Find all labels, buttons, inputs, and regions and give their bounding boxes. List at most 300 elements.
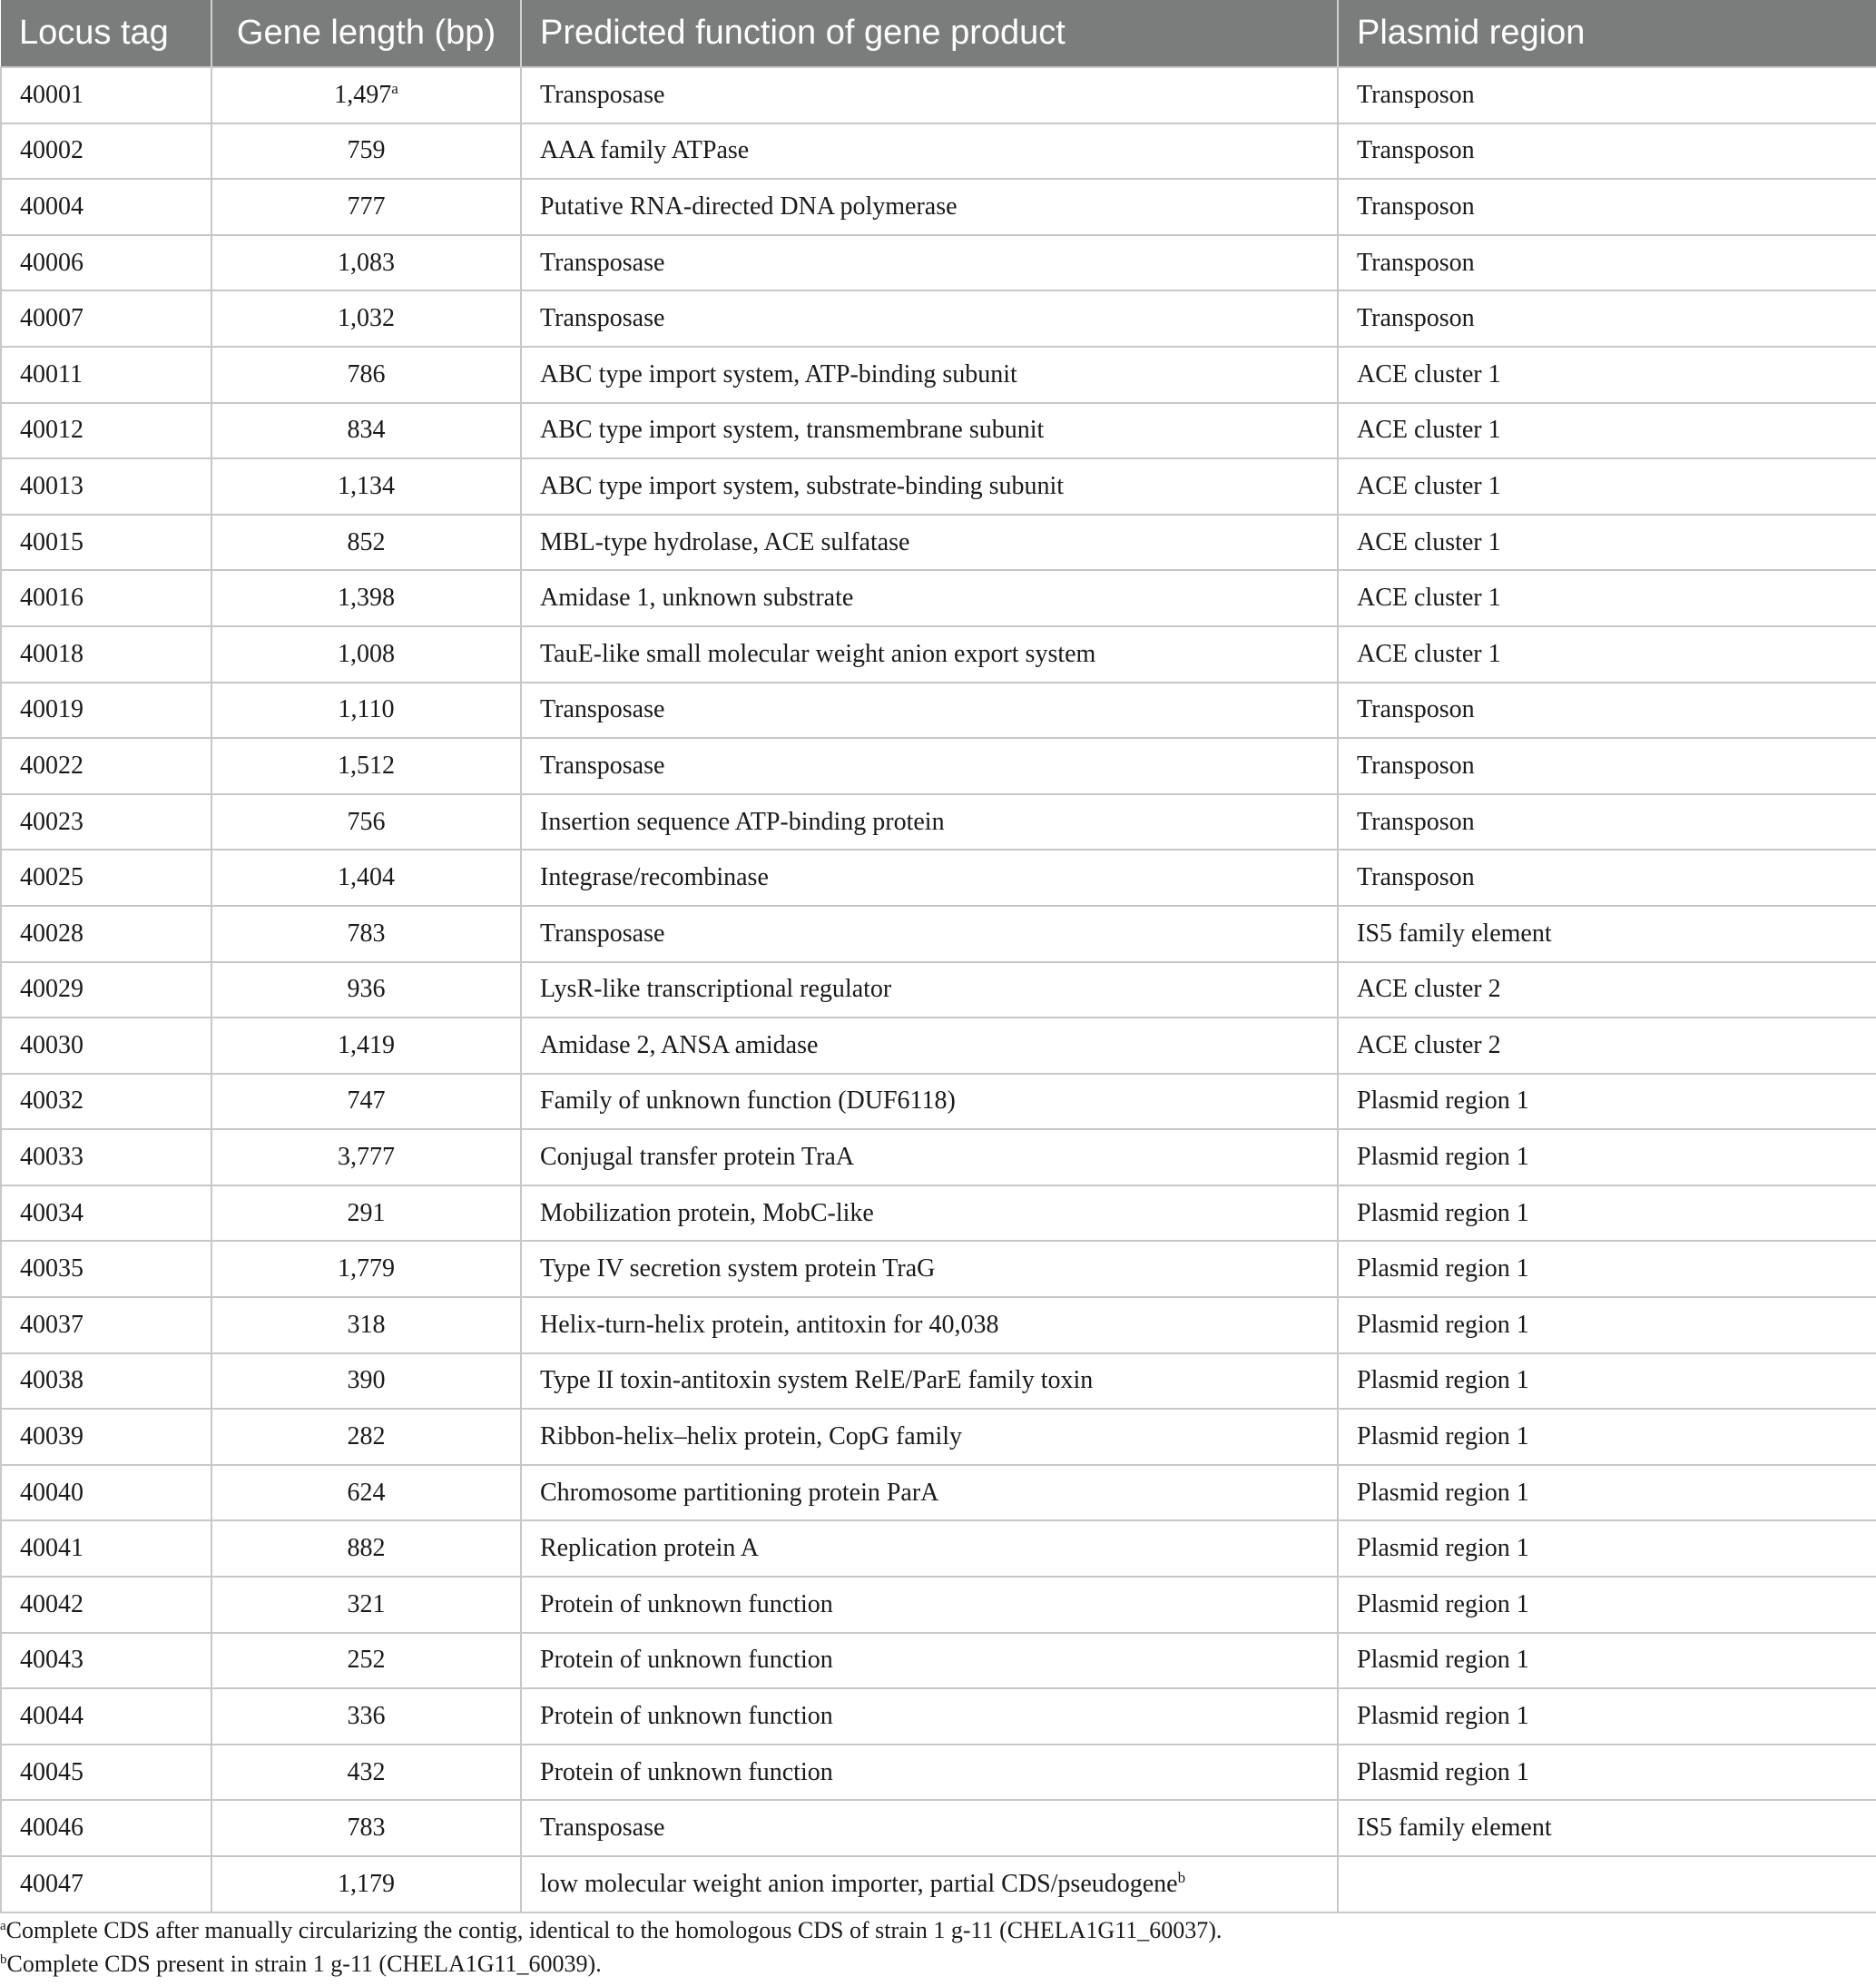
cell-plasmid-region (1338, 683, 1876, 739)
cell-locus-tag-text: 40047 (20, 1869, 83, 1898)
cell-plasmid-region-text: ACE cluster 1 (1357, 359, 1501, 388)
cell-locus-tag (1, 1800, 211, 1856)
cell-predicted-function-text: Transposase (540, 304, 665, 333)
cell-predicted-function-text: TauE-like small molecular weight anion export system (540, 639, 1096, 668)
cell-gene-length-text: 1,779 (338, 1254, 395, 1283)
table-body (1, 67, 1876, 1912)
cell-locus-tag (1, 1633, 211, 1689)
cell-locus-tag (1, 1856, 211, 1912)
cell-gene-length (211, 403, 521, 459)
cell-plasmid-region (1338, 1353, 1876, 1410)
cell-plasmid-region-text: Transposon (1357, 192, 1475, 221)
cell-plasmid-region-text: Transposon (1357, 136, 1475, 165)
cell-locus-tag-text: 40035 (20, 1254, 83, 1283)
cell-predicted-function (521, 1745, 1338, 1801)
cell-plasmid-region-text: Transposon (1357, 248, 1475, 277)
cell-predicted-function-text: Transposase (540, 248, 665, 277)
cell-plasmid-region-text: Transposon (1357, 751, 1475, 780)
cell-predicted-function (521, 123, 1338, 180)
cell-locus-tag-text: 40011 (20, 359, 83, 388)
cell-plasmid-region (1338, 123, 1876, 180)
cell-plasmid-region (1338, 347, 1876, 403)
cell-gene-length-text: 252 (347, 1646, 386, 1675)
cell-gene-length (211, 1409, 521, 1465)
cell-predicted-function (521, 1520, 1338, 1577)
cell-plasmid-region (1338, 67, 1876, 123)
cell-predicted-function (521, 1185, 1338, 1242)
cell-predicted-function (521, 683, 1338, 739)
cell-locus-tag (1, 1409, 211, 1465)
cell-gene-length-text: 1,497 (334, 80, 392, 109)
cell-locus-tag-text: 40016 (20, 584, 83, 613)
cell-plasmid-region (1338, 962, 1876, 1018)
cell-predicted-function (521, 347, 1338, 403)
cell-predicted-function (521, 1577, 1338, 1633)
cell-locus-tag (1, 123, 211, 180)
cell-locus-tag (1, 1577, 211, 1633)
cell-locus-tag (1, 1129, 211, 1185)
cell-plasmid-region (1338, 1577, 1876, 1633)
cell-predicted-function-text: Transposase (540, 695, 665, 724)
cell-plasmid-region-text: Plasmid region 1 (1357, 1366, 1529, 1395)
table-row (1, 1297, 1876, 1353)
cell-gene-length (211, 1241, 521, 1297)
cell-plasmid-region-text: ACE cluster 2 (1357, 975, 1501, 1004)
footnote-mark: a (0, 1919, 6, 1933)
cell-gene-length (211, 1018, 521, 1074)
cell-locus-tag-text: 40022 (20, 751, 83, 780)
table-header (1, 0, 1876, 67)
cell-locus-tag-text: 40032 (20, 1086, 83, 1116)
cell-gene-length-text: 318 (347, 1310, 386, 1339)
table-row (1, 458, 1876, 515)
cell-predicted-function (521, 1688, 1338, 1745)
cell-predicted-function-text: LysR-like transcriptional regulator (540, 975, 892, 1004)
cell-plasmid-region (1338, 1520, 1876, 1577)
cell-plasmid-region-text: Transposon (1357, 863, 1475, 892)
cell-locus-tag (1, 1465, 211, 1521)
cell-predicted-function (521, 1633, 1338, 1689)
cell-plasmid-region (1338, 1129, 1876, 1185)
cell-predicted-function-text: Replication protein A (540, 1534, 760, 1563)
cell-plasmid-region (1338, 1185, 1876, 1242)
cell-locus-tag (1, 626, 211, 683)
cell-plasmid-region (1338, 570, 1876, 626)
cell-locus-tag (1, 1297, 211, 1353)
cell-locus-tag-text: 40001 (20, 80, 83, 109)
cell-predicted-function-text: Conjugal transfer protein TraA (540, 1143, 855, 1172)
table-row (1, 1465, 1876, 1521)
cell-plasmid-region-text: Plasmid region 1 (1357, 1198, 1529, 1227)
cell-gene-length-text: 882 (347, 1534, 386, 1563)
cell-locus-tag (1, 515, 211, 571)
cell-locus-tag-text: 40042 (20, 1589, 83, 1618)
footnote-mark: b (0, 1952, 7, 1967)
cell-gene-length (211, 1297, 521, 1353)
cell-locus-tag (1, 906, 211, 962)
footnote-marker: b (1177, 1868, 1186, 1886)
table-row (1, 1633, 1876, 1689)
cell-predicted-function (521, 570, 1338, 626)
cell-plasmid-region-text: IS5 family element (1357, 919, 1552, 948)
cell-gene-length-text: 432 (347, 1757, 386, 1786)
cell-locus-tag (1, 1018, 211, 1074)
table-row (1, 1409, 1876, 1465)
cell-predicted-function-text: AAA family ATPase (540, 136, 750, 165)
cell-locus-tag-text: 40012 (20, 416, 83, 445)
cell-plasmid-region-text: Plasmid region 1 (1357, 1757, 1529, 1786)
cell-plasmid-region (1338, 1018, 1876, 1074)
cell-locus-tag-text: 40030 (20, 1030, 83, 1059)
cell-locus-tag-text: 40043 (20, 1646, 83, 1675)
header-predicted-function: Predicted function of gene product (521, 0, 1338, 67)
cell-locus-tag (1, 235, 211, 291)
cell-gene-length (211, 570, 521, 626)
cell-predicted-function (521, 458, 1338, 515)
cell-predicted-function (521, 67, 1338, 123)
table-row (1, 1745, 1876, 1801)
cell-plasmid-region-text: IS5 family element (1357, 1814, 1552, 1843)
cell-gene-length (211, 1520, 521, 1577)
cell-plasmid-region-text: Plasmid region 1 (1357, 1646, 1529, 1675)
cell-predicted-function-text: Putative RNA-directed DNA polymerase (540, 192, 958, 221)
cell-plasmid-region (1338, 290, 1876, 347)
cell-locus-tag-text: 40002 (20, 136, 83, 165)
cell-locus-tag-text: 40044 (20, 1702, 83, 1731)
cell-gene-length-text: 936 (347, 975, 386, 1004)
cell-locus-tag-text: 40041 (20, 1534, 83, 1563)
cell-locus-tag-text: 40023 (20, 807, 83, 836)
cell-locus-tag-text: 40045 (20, 1757, 83, 1786)
cell-gene-length (211, 1745, 521, 1801)
footnotes (0, 1913, 1222, 1981)
cell-locus-tag (1, 290, 211, 347)
cell-locus-tag (1, 179, 211, 235)
table-row (1, 962, 1876, 1018)
cell-gene-length-text: 1,008 (338, 639, 395, 668)
cell-predicted-function-text: Ribbon-helix–helix protein, CopG family (540, 1422, 963, 1451)
cell-predicted-function (521, 1241, 1338, 1297)
table-row (1, 347, 1876, 403)
cell-locus-tag (1, 962, 211, 1018)
cell-gene-length (211, 1074, 521, 1130)
cell-gene-length (211, 290, 521, 347)
cell-gene-length (211, 683, 521, 739)
table-row (1, 794, 1876, 850)
cell-plasmid-region-text: Plasmid region 1 (1357, 1422, 1529, 1451)
cell-predicted-function (521, 403, 1338, 459)
table-row (1, 1018, 1876, 1074)
cell-plasmid-region (1338, 1800, 1876, 1856)
cell-predicted-function (521, 1074, 1338, 1130)
cell-predicted-function (521, 626, 1338, 683)
cell-gene-length-text: 1,404 (338, 863, 395, 892)
cell-predicted-function-text: Transposase (540, 80, 665, 109)
cell-plasmid-region (1338, 1465, 1876, 1521)
cell-predicted-function-text: Family of unknown function (DUF6118) (540, 1086, 956, 1116)
cell-plasmid-region-text: Plasmid region 1 (1357, 1086, 1529, 1116)
table-row (1, 570, 1876, 626)
cell-predicted-function-text: Protein of unknown function (540, 1702, 833, 1731)
cell-gene-length-text: 1,419 (338, 1030, 395, 1059)
cell-gene-length (211, 347, 521, 403)
cell-plasmid-region-text: Transposon (1357, 695, 1475, 724)
cell-locus-tag (1, 683, 211, 739)
table-row (1, 235, 1876, 291)
cell-gene-length (211, 1856, 521, 1912)
cell-gene-length-text: 783 (347, 919, 386, 948)
footnote-marker: a (391, 79, 398, 97)
cell-gene-length (211, 1465, 521, 1521)
table-row (1, 683, 1876, 739)
cell-gene-length-text: 756 (347, 807, 386, 836)
cell-plasmid-region-text: Plasmid region 1 (1357, 1254, 1529, 1283)
cell-locus-tag-text: 40034 (20, 1198, 83, 1227)
cell-gene-length (211, 1577, 521, 1633)
cell-plasmid-region (1338, 179, 1876, 235)
cell-gene-length (211, 962, 521, 1018)
cell-plasmid-region-text: Transposon (1357, 80, 1475, 109)
cell-locus-tag (1, 1688, 211, 1745)
footnote-text: Complete CDS after manually circularizing the contig, identical to the homologous CDS of strain 1 g-11 (CHELA1G11_60037). (5, 1917, 1223, 1943)
cell-gene-length (211, 1633, 521, 1689)
cell-gene-length (211, 1688, 521, 1745)
cell-plasmid-region-text: ACE cluster 1 (1357, 584, 1501, 613)
cell-plasmid-region (1338, 1745, 1876, 1801)
cell-predicted-function (521, 235, 1338, 291)
cell-plasmid-region-text: ACE cluster 1 (1357, 471, 1501, 500)
table-row (1, 850, 1876, 906)
cell-gene-length (211, 1800, 521, 1856)
cell-locus-tag-text: 40013 (20, 471, 83, 500)
cell-predicted-function (521, 794, 1338, 850)
cell-gene-length (211, 515, 521, 571)
cell-locus-tag-text: 40033 (20, 1143, 83, 1172)
cell-locus-tag (1, 570, 211, 626)
cell-predicted-function (521, 906, 1338, 962)
cell-gene-length (211, 235, 521, 291)
cell-gene-length (211, 458, 521, 515)
table-row (1, 1074, 1876, 1130)
cell-locus-tag-text: 40018 (20, 639, 83, 668)
cell-predicted-function-text: Type IV secretion system protein TraG (540, 1254, 936, 1283)
cell-gene-length-text: 321 (347, 1589, 386, 1618)
cell-locus-tag-text: 40015 (20, 527, 83, 556)
cell-predicted-function (521, 1129, 1338, 1185)
cell-gene-length-text: 759 (347, 136, 386, 165)
cell-locus-tag-text: 40006 (20, 248, 83, 277)
cell-gene-length-text: 1,110 (338, 695, 395, 724)
header-plasmid-region: Plasmid region (1338, 0, 1876, 67)
cell-predicted-function (521, 179, 1338, 235)
cell-plasmid-region (1338, 794, 1876, 850)
cell-predicted-function-text: Insertion sequence ATP-binding protein (540, 807, 945, 836)
header-locus-tag: Locus tag (1, 0, 211, 67)
cell-predicted-function-text: ABC type import system, ATP-binding subunit (540, 359, 1017, 388)
cell-locus-tag (1, 1520, 211, 1577)
cell-locus-tag-text: 40038 (20, 1366, 83, 1395)
cell-locus-tag-text: 40007 (20, 304, 83, 333)
cell-plasmid-region-text: Plasmid region 1 (1357, 1589, 1529, 1618)
table-row (1, 1353, 1876, 1410)
cell-gene-length (211, 906, 521, 962)
cell-locus-tag (1, 1241, 211, 1297)
cell-predicted-function-text: ABC type import system, substrate-binding subunit (540, 471, 1065, 500)
cell-locus-tag (1, 1353, 211, 1410)
cell-predicted-function-text: Protein of unknown function (540, 1589, 833, 1618)
cell-gene-length-text: 282 (347, 1422, 386, 1451)
cell-locus-tag-text: 40004 (20, 192, 83, 221)
header-gene-length: Gene length (bp) (211, 0, 521, 67)
cell-predicted-function (521, 850, 1338, 906)
table-row (1, 1129, 1876, 1185)
cell-predicted-function-text: low molecular weight anion importer, partial CDS/pseudogene (540, 1869, 1178, 1898)
cell-plasmid-region (1338, 1856, 1876, 1912)
cell-gene-length (211, 1129, 521, 1185)
table-row (1, 403, 1876, 459)
cell-gene-length (211, 850, 521, 906)
cell-plasmid-region (1338, 1688, 1876, 1745)
cell-predicted-function-text: Integrase/recombinase (540, 863, 769, 892)
cell-gene-length-text: 1,512 (338, 751, 395, 780)
cell-gene-length (211, 179, 521, 235)
cell-locus-tag (1, 1074, 211, 1130)
cell-gene-length (211, 738, 521, 794)
cell-gene-length (211, 1185, 521, 1242)
cell-gene-length-text: 747 (347, 1086, 386, 1116)
cell-plasmid-region (1338, 906, 1876, 962)
table-row (1, 515, 1876, 571)
cell-predicted-function (521, 1409, 1338, 1465)
cell-predicted-function (521, 738, 1338, 794)
cell-predicted-function-text: Helix-turn-helix protein, antitoxin for 40,038 (540, 1310, 999, 1339)
cell-gene-length-text: 834 (347, 416, 386, 445)
cell-predicted-function-text: Protein of unknown function (540, 1757, 833, 1786)
cell-gene-length-text: 624 (347, 1478, 386, 1507)
footnote-line (0, 1947, 1222, 1981)
cell-predicted-function-text: Amidase 2, ANSA amidase (540, 1030, 819, 1059)
cell-gene-length-text: 336 (347, 1702, 386, 1731)
footnote-text: Complete CDS present in strain 1 g-11 (CHELA1G11_60039). (6, 1951, 602, 1977)
cell-predicted-function (521, 290, 1338, 347)
cell-plasmid-region (1338, 1297, 1876, 1353)
cell-gene-length-text: 1,134 (338, 471, 395, 500)
cell-gene-length (211, 123, 521, 180)
table-row (1, 67, 1876, 123)
cell-locus-tag-text: 40019 (20, 695, 83, 724)
cell-predicted-function (521, 1465, 1338, 1521)
cell-predicted-function (521, 1297, 1338, 1353)
cell-gene-length (211, 1353, 521, 1410)
cell-gene-length (211, 794, 521, 850)
cell-gene-length-text: 291 (347, 1198, 386, 1227)
cell-plasmid-region-text: Transposon (1357, 304, 1475, 333)
cell-locus-tag-text: 40037 (20, 1310, 83, 1339)
cell-locus-tag-text: 40046 (20, 1814, 83, 1843)
cell-locus-tag (1, 794, 211, 850)
cell-plasmid-region-text: ACE cluster 1 (1357, 527, 1501, 556)
cell-predicted-function-text: Type II toxin-antitoxin system RelE/ParE family toxin (540, 1366, 1094, 1395)
table-row (1, 626, 1876, 683)
table-row (1, 1577, 1876, 1633)
cell-predicted-function (521, 1800, 1338, 1856)
cell-gene-length-text: 786 (347, 359, 386, 388)
table-row (1, 1800, 1876, 1856)
cell-locus-tag (1, 738, 211, 794)
cell-plasmid-region-text: Plasmid region 1 (1357, 1310, 1529, 1339)
cell-gene-length-text: 1,083 (338, 248, 395, 277)
cell-locus-tag (1, 347, 211, 403)
cell-gene-length-text: 390 (347, 1366, 386, 1395)
cell-plasmid-region-text: Transposon (1357, 807, 1475, 836)
cell-gene-length-text: 1,179 (338, 1869, 395, 1898)
cell-gene-length-text: 777 (347, 192, 386, 221)
cell-locus-tag-text: 40040 (20, 1478, 83, 1507)
cell-plasmid-region-text: Plasmid region 1 (1357, 1143, 1529, 1172)
cell-locus-tag-text: 40028 (20, 919, 83, 948)
cell-predicted-function-text: Amidase 1, unknown substrate (540, 584, 854, 613)
cell-locus-tag-text: 40025 (20, 863, 83, 892)
cell-predicted-function (521, 515, 1338, 571)
cell-plasmid-region (1338, 626, 1876, 683)
footnote-line (0, 1913, 1222, 1947)
cell-predicted-function-text: Protein of unknown function (540, 1646, 833, 1675)
table-row (1, 1688, 1876, 1745)
cell-predicted-function (521, 962, 1338, 1018)
cell-predicted-function-text: ABC type import system, transmembrane subunit (540, 416, 1045, 445)
cell-plasmid-region (1338, 738, 1876, 794)
cell-locus-tag (1, 1185, 211, 1242)
cell-predicted-function-text: MBL-type hydrolase, ACE sulfatase (540, 527, 910, 556)
cell-plasmid-region-text: ACE cluster 1 (1357, 639, 1501, 668)
table-row (1, 738, 1876, 794)
cell-gene-length (211, 626, 521, 683)
cell-gene-length-text: 3,777 (338, 1143, 395, 1172)
cell-plasmid-region (1338, 403, 1876, 459)
cell-plasmid-region-text: ACE cluster 2 (1357, 1030, 1501, 1059)
cell-locus-tag (1, 850, 211, 906)
cell-plasmid-region (1338, 515, 1876, 571)
cell-plasmid-region (1338, 235, 1876, 291)
cell-plasmid-region-text: Plasmid region 1 (1357, 1478, 1529, 1507)
cell-locus-tag (1, 1745, 211, 1801)
table-row (1, 1856, 1876, 1912)
cell-locus-tag-text: 40029 (20, 975, 83, 1004)
cell-locus-tag-text: 40039 (20, 1422, 83, 1451)
cell-locus-tag (1, 67, 211, 123)
cell-gene-length-text: 852 (347, 527, 386, 556)
cell-predicted-function-text: Mobilization protein, MobC-like (540, 1198, 874, 1227)
cell-plasmid-region-text: ACE cluster 1 (1357, 416, 1501, 445)
cell-gene-length-text: 1,398 (338, 584, 395, 613)
cell-predicted-function-text: Transposase (540, 751, 665, 780)
cell-plasmid-region-text: Plasmid region 1 (1357, 1534, 1529, 1563)
cell-predicted-function (521, 1353, 1338, 1410)
cell-plasmid-region (1338, 1409, 1876, 1465)
table-row (1, 1241, 1876, 1297)
cell-predicted-function-text: Transposase (540, 919, 665, 948)
table-row (1, 1185, 1876, 1242)
table-row (1, 290, 1876, 347)
cell-plasmid-region (1338, 1241, 1876, 1297)
table-row (1, 1520, 1876, 1577)
table-row (1, 179, 1876, 235)
table-row (1, 123, 1876, 180)
cell-predicted-function (521, 1018, 1338, 1074)
cell-locus-tag (1, 458, 211, 515)
cell-gene-length-text: 1,032 (338, 304, 395, 333)
cell-predicted-function-text: Transposase (540, 1814, 665, 1843)
